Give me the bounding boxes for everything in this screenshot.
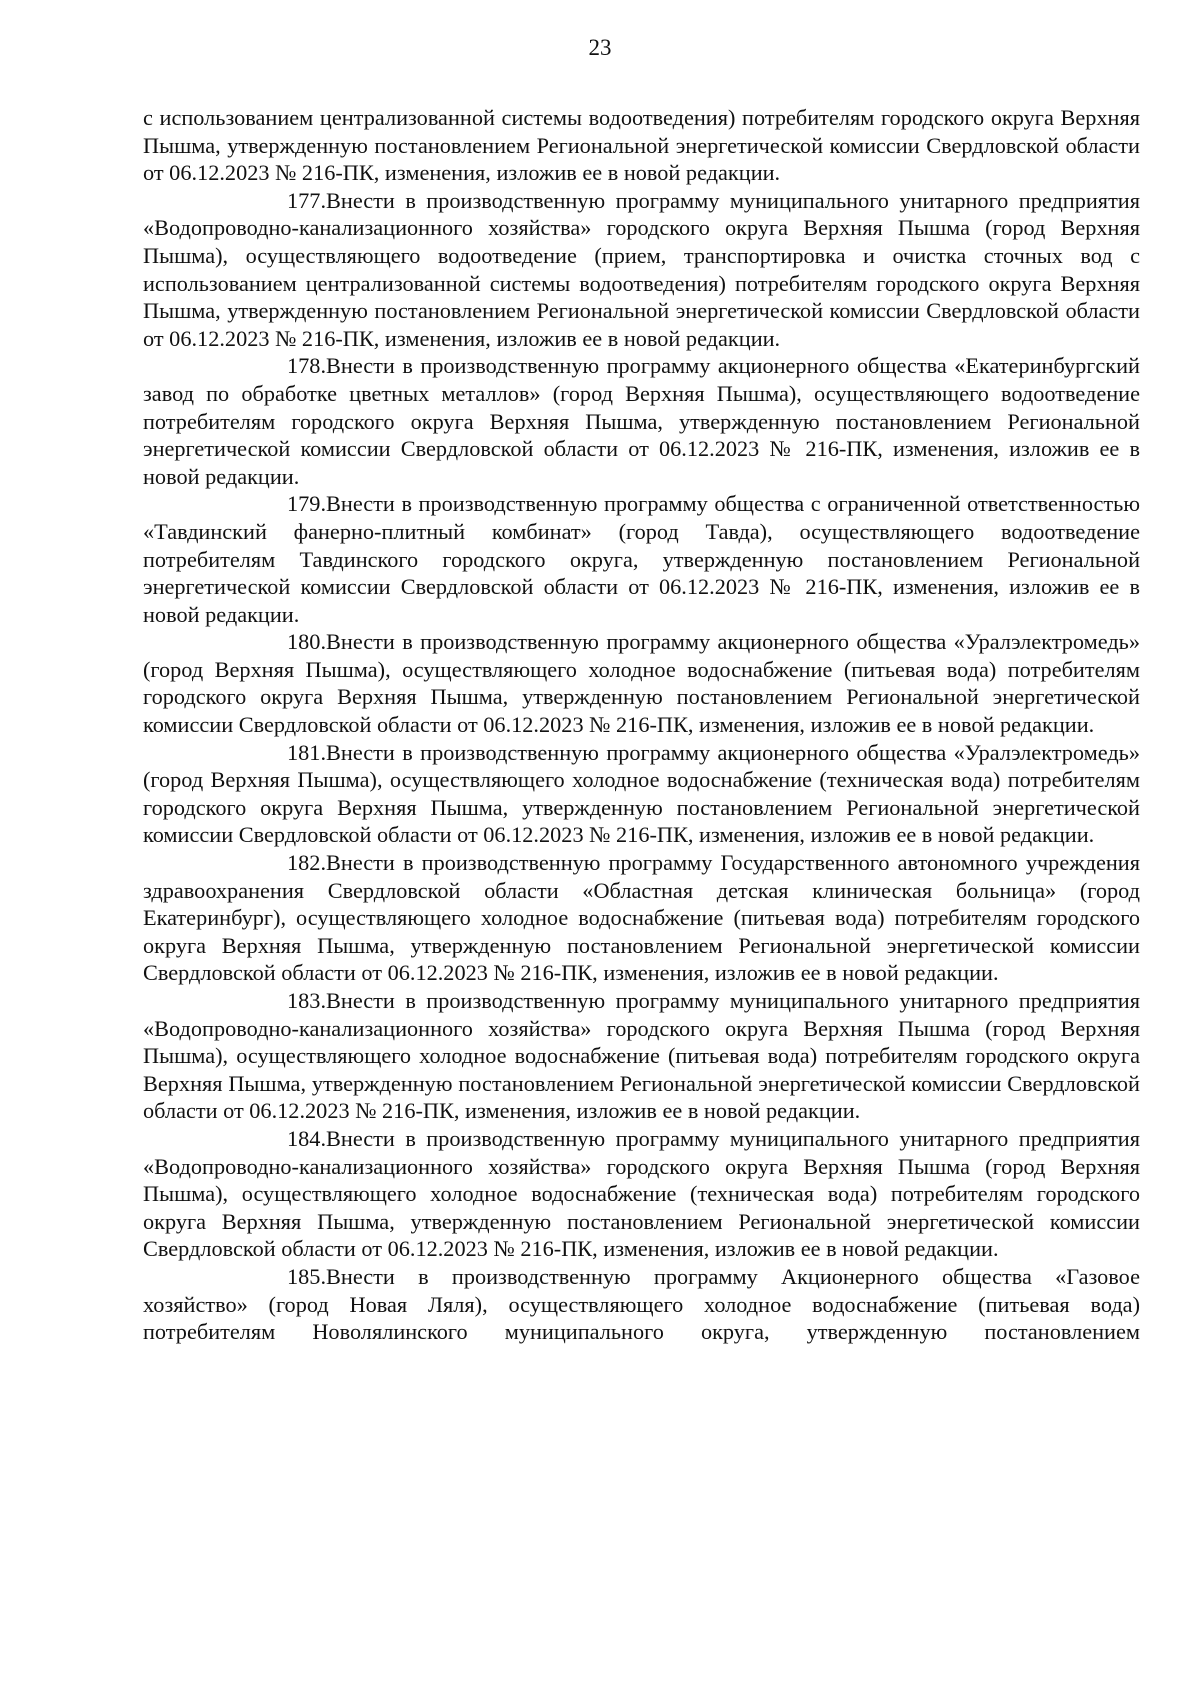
paragraph-text: Внести в производственную программу муниципального унитарного предприятия «Водопроводно-канализационного хозяйства» городского округа Верхняя Пышма (город Верхняя Пышма), осуществляющего холодное водоснабжение (питьевая вода) потребителям городского округа Верхняя Пышма, утвержденную постановлением Региональной энергетической комиссии Свердловской области от 06.12.2023 № 216-ПК, изменения, изложив ее в новой редакции.	[143, 988, 1140, 1124]
item-number: 184.	[287, 1125, 327, 1151]
paragraph-item-184	[143, 1125, 1140, 1263]
paragraph-item-182	[143, 849, 1140, 987]
paragraph-item-178	[143, 352, 1140, 490]
paragraph-item-185	[143, 1263, 1140, 1346]
paragraph-item-179	[143, 490, 1140, 628]
paragraph-text: Внести в производственную программу Акционерного общества «Газовое хозяйство» (город Новая Ляля), осуществляющего холодное водоснабжение (питьевая вода) потребителям Новолялинского муниципального округа, утвержденную постановлением	[143, 1263, 1140, 1345]
paragraph-text: Внести в производственную программу Государственного автономного учреждения здравоохранения Свердловской области «Областная детская клиническая больница» (город Екатеринбург), осуществляющего холодное водоснабжение (питьевая вода) потребителям городского округа Верхняя Пышма, утвержденную постановлением Региональной энергетической комиссии Свердловской области от 06.12.2023 № 216-ПК, изменения, изложив ее в новой редакции.	[143, 850, 1140, 986]
page-number: 23	[588, 35, 612, 60]
item-number: 178.	[287, 353, 327, 379]
item-number: 181.	[287, 739, 327, 765]
paragraph-text: Внести в производственную программу муниципального унитарного предприятия «Водопроводно-канализационного хозяйства» городского округа Верхняя Пышма (город Верхняя Пышма), осуществляющего холодное водоснабжение (техническая вода) потребителям городского округа Верхняя Пышма, утвержденную постановлением Региональной энергетической комиссии Свердловской области от 06.12.2023 № 216-ПК, изменения, изложив ее в новой редакции.	[143, 1125, 1140, 1262]
item-number: 179.	[287, 491, 327, 517]
paragraph-item-183	[143, 987, 1140, 1125]
item-number: 183.	[287, 988, 327, 1013]
item-number: 185.	[287, 1263, 327, 1289]
paragraph-continuation	[143, 104, 1140, 187]
document-body	[143, 104, 1140, 1346]
paragraph-item-180	[143, 628, 1140, 738]
paragraph-text: Внести в производственную программу муниципального унитарного предприятия «Водопроводно-канализационного хозяйства» городского округа Верхняя Пышма (город Верхняя Пышма), осуществляющего водоотведение (прием, транспортировка и очистка сточных вод с использованием централизованной системы водоотведения) потребителям городского округа Верхняя Пышма, утвержденную постановлением Региональной энергетической комиссии Свердловской области от 06.12.2023 № 216-ПК, изменения, изложив ее в новой редакции.	[143, 187, 1140, 351]
paragraph-item-177	[143, 187, 1140, 353]
paragraph-text: Внести в производственную программу акционерного общества «Уралэлектромедь» (город Верхняя Пышма), осуществляющего холодное водоснабжение (техническая вода) потребителям городского округа Верхняя Пышма, утвержденную постановлением Региональной энергетической комиссии Свердловской области от 06.12.2023 № 216-ПК, изменения, изложив ее в новой редакции.	[143, 739, 1140, 848]
paragraph-text: с использованием централизованной системы водоотведения) потребителям городского округа Верхняя Пышма, утвержденную постановлением Региональной энергетической комиссии Свердловской области от 06.12.2023 № 216-ПК, изменения, изложив ее в новой редакции.	[143, 105, 1140, 186]
paragraph-text: Внести в производственную программу акционерного общества «Екатеринбургский завод по обработке цветных металлов» (город Верхняя Пышма), осуществляющего водоотведение потребителям городского округа Верхняя Пышма, утвержденную постановлением Региональной энергетической комиссии Свердловской области от 06.12.2023 № 216-ПК, изменения, изложив ее в новой редакции.	[143, 353, 1140, 489]
paragraph-text: Внести в производственную программу общества с ограниченной ответственностью «Тавдинский фанерно-плитный комбинат» (город Тавда), осуществляющего водоотведение потребителям Тавдинского городского округа, утвержденную постановлением Региональной энергетической комиссии Свердловской области от 06.12.2023 № 216-ПК, изменения, изложив ее в новой редакции.	[143, 491, 1140, 627]
paragraph-text: Внести в производственную программу акционерного общества «Уралэлектромедь» (город Верхняя Пышма), осуществляющего холодное водоснабжение (питьевая вода) потребителям городского округа Верхняя Пышма, утвержденную постановлением Региональной энергетической комиссии Свердловской области от 06.12.2023 № 216-ПК, изменения, изложив ее в новой редакции.	[143, 629, 1140, 738]
item-number: 180.	[287, 629, 327, 655]
item-number: 182.	[287, 850, 327, 876]
item-number: 177.	[287, 187, 327, 213]
paragraph-item-181	[143, 739, 1140, 849]
